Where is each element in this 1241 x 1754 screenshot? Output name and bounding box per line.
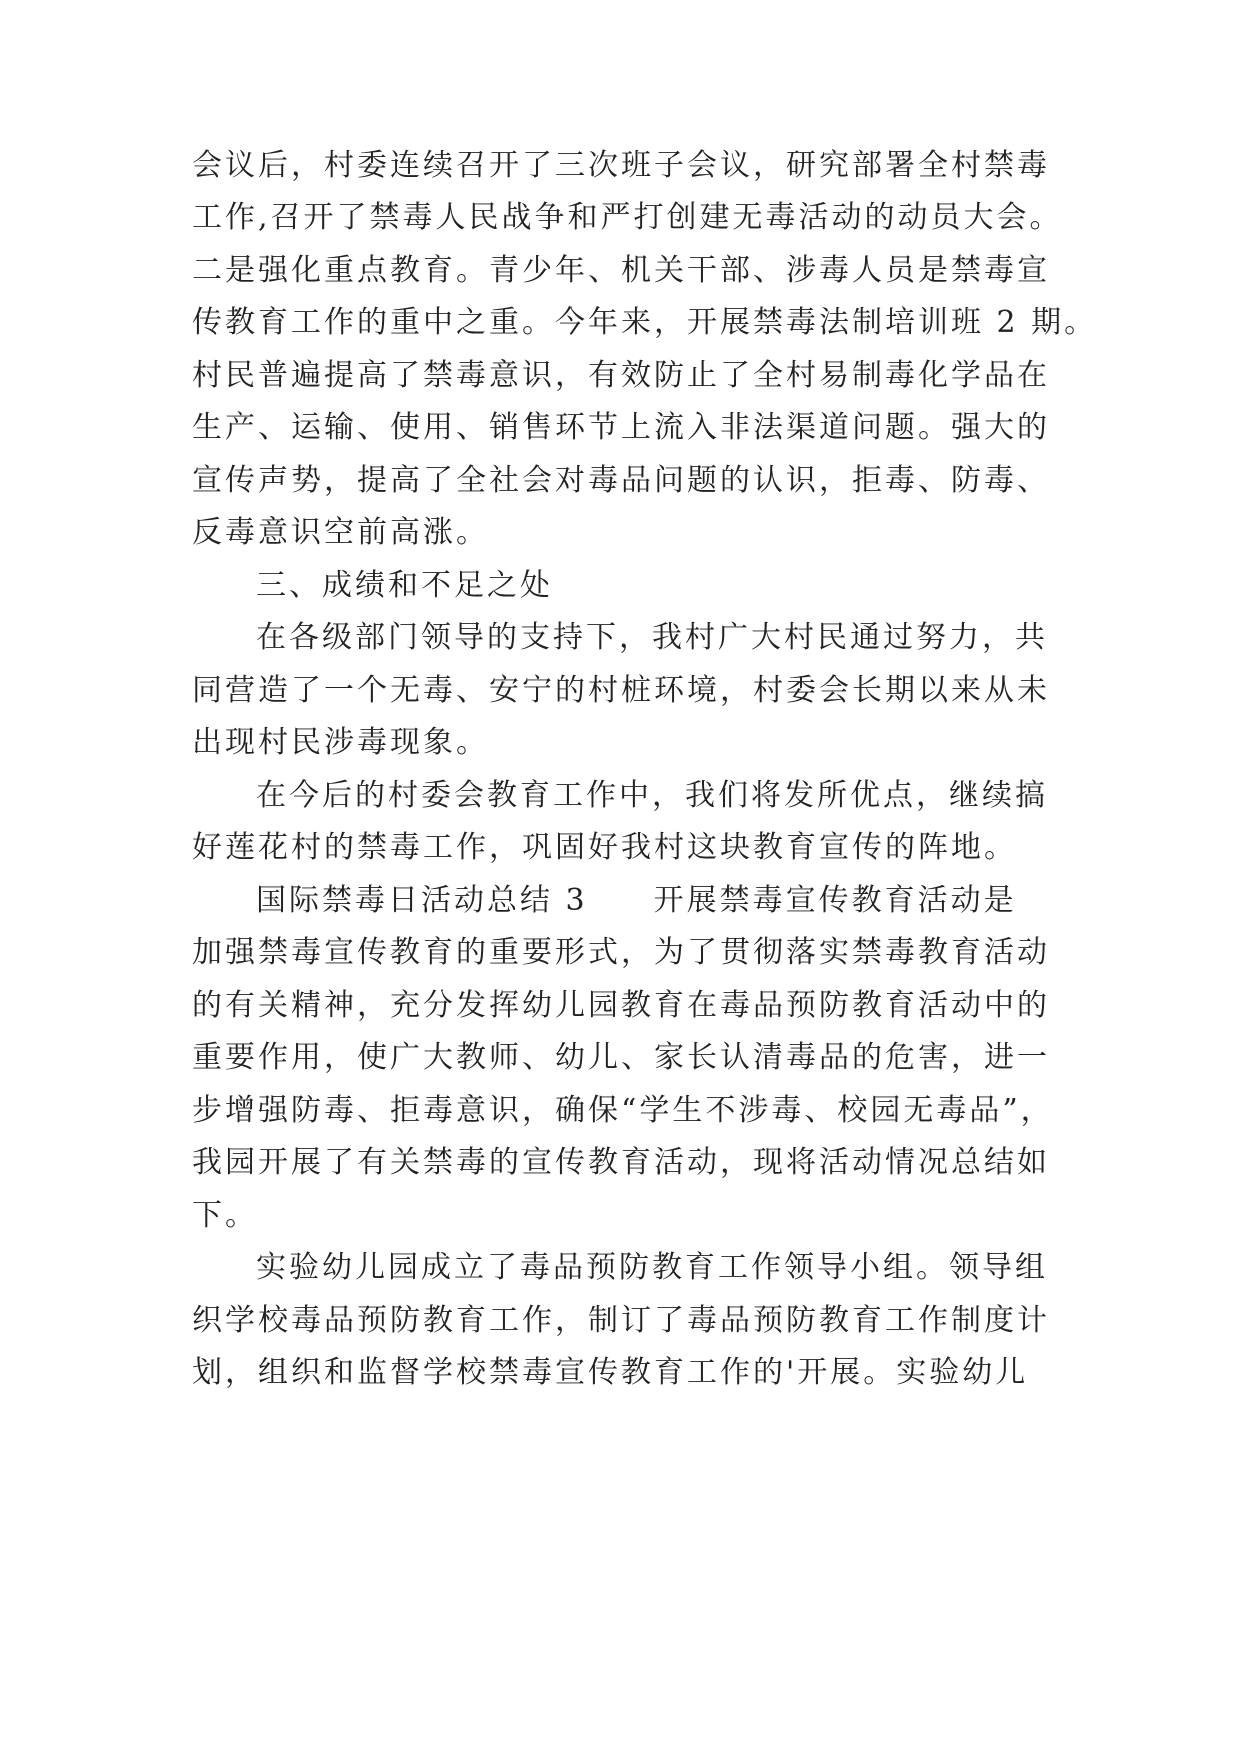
text-line: 重要作用，使广大教师、幼儿、家长认清毒品的危害，进一 [192, 1040, 1050, 1075]
text-line: 传教育工作的重中之重。今年来，开展禁毒法制培训班 2 期。 [192, 305, 1098, 340]
text-line: 在今后的村委会教育工作中，我们将发所优点，继续搞 [256, 778, 1048, 813]
text-line: 国际禁毒日活动总结 3 开展禁毒宣传教育活动是 [256, 883, 1017, 918]
text-line: 我园开展了有关禁毒的宣传教育活动，现将活动情况总结如 [192, 1145, 1050, 1180]
text-line: 村民普遍提高了禁毒意识，有效防止了全村易制毒化学品在 [192, 358, 1050, 393]
text-line: 会议后，村委连续召开了三次班子会议，研究部署全村禁毒 [192, 148, 1050, 183]
text-line: 工作,召开了禁毒人民战争和严打创建无毒活动的动员大会。 [192, 200, 1063, 235]
text-line: 步增强防毒、拒毒意识，确保“学生不涉毒、校园无毒品”， [192, 1093, 1054, 1128]
text-line: 同营造了一个无毒、安宁的村桩环境，村委会长期以来从未 [192, 673, 1050, 708]
text-line: 二是强化重点教育。青少年、机关干部、涉毒人员是禁毒宣 [192, 253, 1050, 288]
text-line: 织学校毒品预防教育工作，制订了毒品预防教育工作制度计 [192, 1303, 1050, 1338]
text-line: 加强禁毒宣传教育的重要形式，为了贯彻落实禁毒教育活动 [192, 935, 1050, 970]
text-line: 出现村民涉毒现象。 [192, 725, 489, 760]
text-line: 好莲花村的禁毒工作，巩固好我村这块教育宣传的阵地。 [192, 830, 1017, 865]
text-line: 在各级部门领导的支持下，我村广大村民通过努力，共 [256, 620, 1048, 655]
section-heading: 三、成绩和不足之处 [256, 568, 553, 603]
text-line: 实验幼儿园成立了毒品预防教育工作领导小组。领导组 [256, 1250, 1048, 1285]
text-line: 宣传声势，提高了全社会对毒品问题的认识，拒毒、防毒、 [192, 463, 1050, 498]
text-line: 划，组织和监督学校禁毒宣传教育工作的'开展。实验幼儿 [192, 1355, 1029, 1390]
text-line: 下。 [192, 1198, 258, 1233]
text-line: 的有关精神，充分发挥幼儿园教育在毒品预防教育活动中的 [192, 988, 1050, 1023]
text-line: 生产、运输、使用、销售环节上流入非法渠道问题。强大的 [192, 410, 1050, 445]
text-line: 反毒意识空前高涨。 [192, 515, 489, 550]
